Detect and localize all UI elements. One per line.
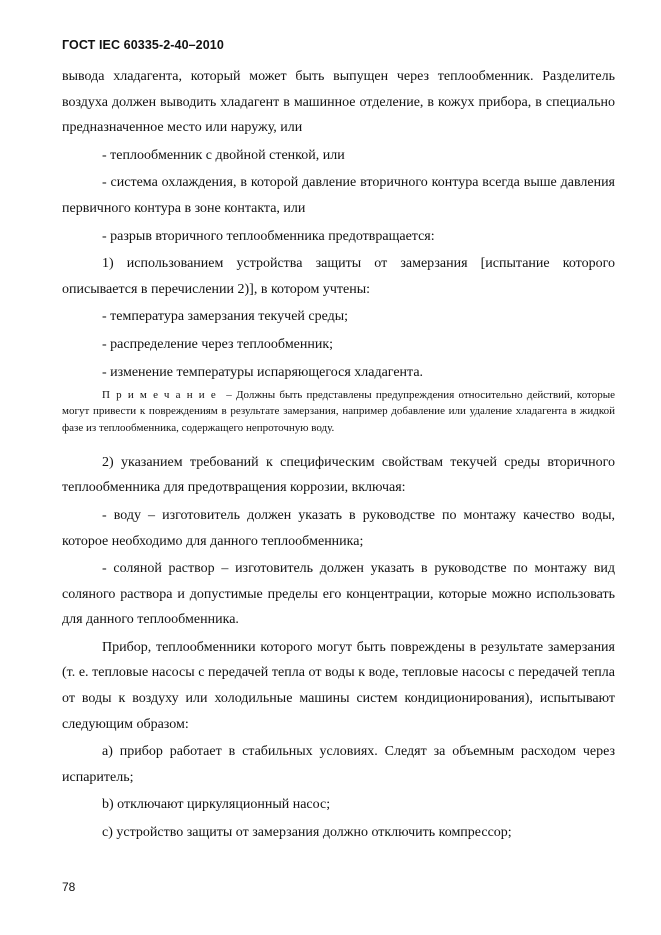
- page-header-standard: ГОСТ IEC 60335-2-40–2010: [62, 38, 224, 52]
- paragraph: вывода хладагента, который может быть выпущен через теплообменник. Разделитель воздуха должен выводить хладагент в машинное отделение, в кожух прибора, в специально предназначенное место или наружу, или: [62, 69, 615, 136]
- list-item: - воду – изготовитель должен указать в руководстве по монтажу качество воды, которое необходимо для данного теплообменника;: [62, 507, 615, 549]
- list-item: - теплообменник с двойной стенкой, или: [102, 147, 345, 163]
- list-item: - изменение температуры испаряющегося хладагента.: [102, 364, 424, 380]
- list-item: - температура замерзания текучей среды;: [102, 309, 349, 325]
- list-item: a) прибор работает в стабильных условиях. Следят за объемным расходом через испаритель;: [62, 744, 615, 785]
- note-block: [62, 387, 615, 436]
- list-item: - разрыв вторичного теплообменника предотвращается:: [102, 228, 435, 244]
- page-number: 78: [62, 880, 76, 894]
- list-item: 1) использованием устройства защиты от замерзания [испытание которого описывается в перечислении 2)], в котором учтены:: [62, 256, 615, 297]
- list-item: b) отключают циркуляционный насос;: [102, 797, 331, 813]
- list-item: c) устройство защиты от замерзания должно отключить компрессор;: [102, 825, 512, 841]
- note-label: Примечание: [102, 389, 222, 402]
- list-item: - распределение через теплообменник;: [102, 336, 334, 352]
- list-item: 2) указанием требований к специфическим свойствам текучей среды вторичного теплообменника для предотвращения коррозии, включая:: [62, 454, 615, 496]
- paragraph: Прибор, теплообменники которого могут быть повреждены в результате замерзания (т. е. тепловые насосы с передачей тепла от воды к воде, тепловые насосы с передачей тепла от воды к воздуху или холодильные машины систем кондиционирования), испытывают следующим образом:: [62, 639, 615, 732]
- note-text: – Должны быть представлены предупреждения относительно действий, которые могут привести к повреждениям в результате замерзания, например добавление или удаление хладагента в жидкой фазе из теплообменника, содержащего непроточную воду.: [62, 389, 615, 434]
- list-item: - соляной раствор – изготовитель должен указать в руководстве по монтажу вид соляного раствора и допустимые пределы его концентрации, которые можно использовать для данного теплообменника.: [62, 561, 615, 628]
- list-item: - система охлаждения, в которой давление вторичного контура всегда выше давления первичного контура в зоне контакта, или: [62, 175, 615, 216]
- body-text: [62, 64, 615, 846]
